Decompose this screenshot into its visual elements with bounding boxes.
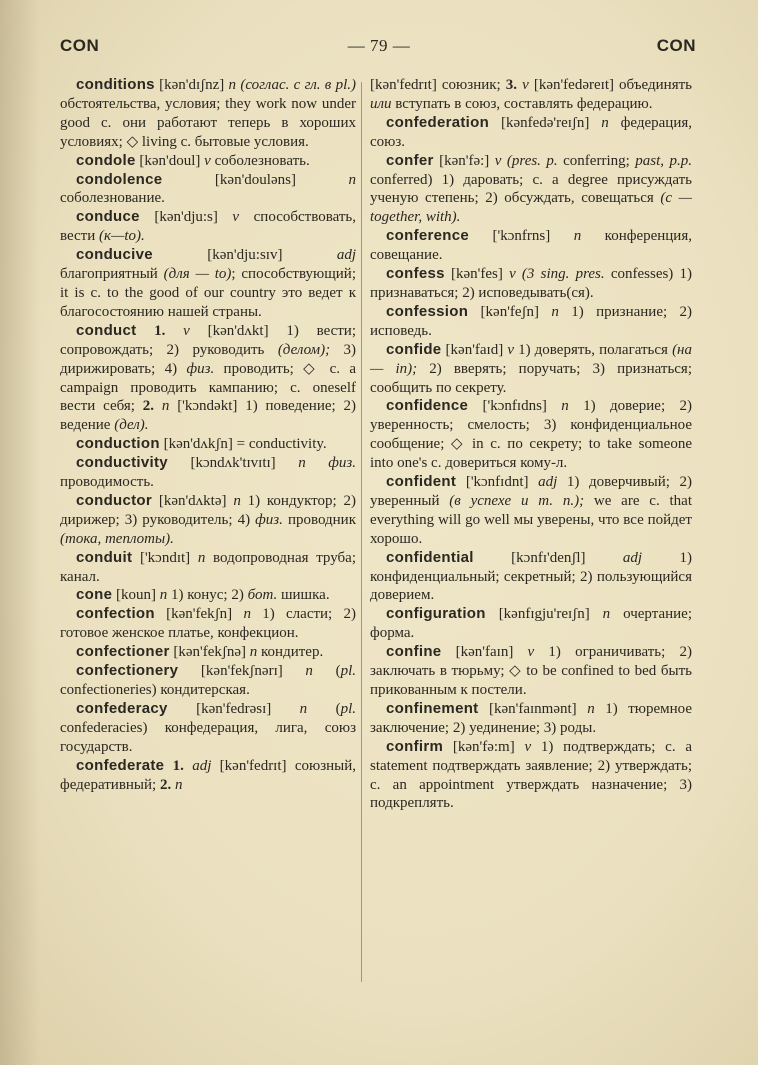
- dictionary-entry: [60, 435, 356, 454]
- definition-text: [kən'fedrəsɪ]: [167, 700, 300, 717]
- definition-text: способствовать, вести: [60, 209, 356, 245]
- headword: conditions: [76, 76, 155, 93]
- dictionary-entry: [60, 454, 356, 492]
- label-italic: n (соглас. с гл. в pl.): [228, 77, 356, 93]
- sense-number: 1.: [136, 322, 184, 339]
- dictionary-entry: [370, 265, 692, 303]
- definition-text: [kən'dju:sɪv]: [152, 247, 337, 264]
- definition-text: 1) конфиденциальный; секретный; 2) пользующийся доверием.: [370, 549, 692, 604]
- definition-text: соболезнование.: [60, 190, 165, 207]
- headword: condole: [76, 151, 136, 169]
- label-italic: v: [204, 152, 211, 169]
- label-italic: v (3 sing. pres.: [509, 266, 605, 283]
- headword: conduct: [76, 321, 137, 339]
- label-italic: adj: [538, 474, 558, 491]
- headword: confirm: [386, 737, 444, 755]
- headword: conducive: [76, 246, 153, 264]
- definition-text: благоприятный: [60, 266, 164, 283]
- headword: conductivity: [76, 454, 168, 472]
- label-italic: adj: [192, 757, 212, 774]
- definition-text: [kən'dɪʃnz]: [154, 77, 229, 93]
- dictionary-entry: [370, 549, 692, 606]
- definition-text: conferring;: [557, 152, 636, 169]
- dictionary-entry: [60, 586, 356, 605]
- dictionary-entry: [370, 473, 692, 549]
- definition-text: [kən'faɪn]: [441, 644, 528, 661]
- definition-text: 1) доверять, полагаться: [513, 341, 673, 358]
- headword: confection: [76, 605, 155, 623]
- dictionary-entry: [60, 700, 356, 757]
- definition-text: федерация, союз.: [370, 114, 692, 150]
- definition-text: шишка.: [277, 587, 330, 604]
- left-guide-word: CON: [60, 36, 100, 55]
- label-italic: n: [601, 114, 609, 131]
- definition-text: (: [312, 663, 341, 680]
- dictionary-entry: [60, 76, 356, 152]
- headword: confession: [386, 302, 469, 320]
- dictionary-entry: [60, 492, 356, 549]
- headword: confident: [386, 473, 457, 491]
- definition-text: вступать в союз, составлять федерацию.: [391, 95, 653, 112]
- definition-text: [kən'dju:s]: [139, 209, 233, 226]
- headword: conference: [386, 227, 470, 245]
- label-italic: v: [522, 77, 529, 93]
- definition-text: [kən'fekʃnə]: [169, 644, 250, 661]
- headword: confess: [386, 265, 445, 283]
- definition-text: ; способствующий; it is c. to the good of our country это ведет к благосостоянию нашей страны.: [60, 266, 357, 320]
- label-italic: или: [370, 95, 392, 112]
- label-italic: v: [527, 644, 535, 661]
- label-italic: pl.: [340, 663, 357, 680]
- definition-text: [koun]: [112, 587, 160, 604]
- headword: conduit: [76, 548, 133, 566]
- definition-text: ['kɔnfrns]: [469, 228, 574, 245]
- definition-text: [kən'dʌkʃn] = conductivity.: [159, 436, 327, 453]
- definition-text: 2) вверять; поручать; 3) признаться; сообщить по секрету.: [370, 360, 693, 396]
- headword: confine: [386, 643, 442, 661]
- label-italic: n: [299, 700, 308, 717]
- definition-text: 1) признание; 2) исповедь.: [370, 303, 693, 339]
- definition-text: 1) подтверждать; c. a statement подтверждать заявление; 2) утверждать; c. an appointment утверждать назначение; 3) подкреплять.: [370, 738, 692, 812]
- headword: confidential: [386, 548, 474, 566]
- definition-text: [kən'fedrɪt] союзник;: [370, 77, 506, 93]
- label-italic: физ.: [186, 360, 215, 377]
- dictionary-entry: [370, 152, 692, 228]
- dictionary-entry: [60, 549, 356, 587]
- label-italic: n: [243, 606, 251, 623]
- definition-text: ['kɔndɪt]: [132, 549, 198, 566]
- label-italic: n: [249, 644, 258, 661]
- label-italic: adj: [622, 549, 643, 566]
- label-italic: v: [183, 322, 190, 339]
- dictionary-entry: [60, 322, 356, 435]
- dictionary-entry: [60, 246, 356, 322]
- label-italic: n физ.: [298, 455, 356, 472]
- dictionary-entry: [60, 643, 356, 662]
- headword: confederate: [76, 756, 165, 774]
- left-column: [60, 76, 356, 794]
- label-italic: бот.: [247, 587, 278, 604]
- definition-text: [kənfedə'reɪʃn]: [489, 114, 602, 131]
- definition-text: [kənfɪgju'reɪʃn]: [485, 606, 603, 623]
- definition-text: очертание; форма.: [370, 606, 692, 642]
- definition-text: we are c. that everything will go well мы уверены, что все пойдет хорошо.: [370, 492, 692, 547]
- label-italic: v: [524, 738, 532, 755]
- sense-number: 2.: [159, 776, 175, 793]
- dictionary-entry-continuation: [370, 76, 692, 114]
- label-italic: n: [233, 492, 241, 509]
- label-italic: (к—to).: [99, 228, 145, 245]
- definition-text: 1) кондуктор; 2) дирижер; 3) руководитель; 4): [60, 492, 356, 528]
- definition-text: 3) дирижировать; 4): [60, 341, 356, 377]
- definition-text: [kən'fekʃnərɪ]: [178, 663, 306, 680]
- label-italic: (делом);: [277, 341, 331, 358]
- definition-text: 1) доверие; 2) уверенность; смелость; 3) конфиденциальное сообщение; ◇ in c. по секрету; to take someone into one's c. довериться кому-л.: [370, 398, 692, 472]
- label-italic: n: [551, 303, 559, 320]
- headword: conduce: [76, 208, 140, 226]
- definition-text: 1) конус; 2): [167, 587, 248, 604]
- definition-text: [kən'fə:]: [433, 152, 495, 169]
- right-guide-word: CON: [656, 36, 696, 55]
- dictionary-entry: [370, 114, 692, 152]
- definition-text: [kən'faɪd]: [441, 341, 508, 358]
- definition-text: confectioneries) кондитерская.: [60, 682, 250, 698]
- headword: conductor: [76, 491, 153, 509]
- definition-text: ['kɔnfɪdnt]: [456, 474, 539, 491]
- definition-text: [kən'fedrɪt] союзный, федеративный;: [60, 757, 356, 793]
- dictionary-entry: [60, 171, 356, 209]
- headword: confectioner: [76, 643, 170, 661]
- label-italic: (дел).: [114, 417, 149, 434]
- definition-text: ['kɔnfɪdns]: [468, 398, 562, 415]
- label-italic: (для — to): [163, 266, 232, 283]
- definition-text: кондитер.: [257, 644, 324, 661]
- sense-number: 2.: [142, 398, 162, 415]
- definition-text: [kən'dʌkt] 1) вести; сопровождать; 2) руководить: [60, 322, 357, 358]
- sense-number: 1.: [164, 757, 193, 774]
- dictionary-entry: [60, 152, 356, 171]
- label-italic: (на — in);: [370, 341, 692, 377]
- definition-text: (: [307, 700, 341, 717]
- definition-text: соболезновать.: [210, 152, 310, 169]
- headword: configuration: [386, 605, 486, 623]
- definition-text: 1) ограничивать; 2) заключать в тюрьму; ◇ to be confined to bed быть прикованным к постели.: [370, 644, 693, 698]
- label-italic: v (pres. p.: [494, 152, 558, 169]
- definition-text: проводимость.: [60, 474, 154, 491]
- label-italic: n: [197, 549, 206, 566]
- dictionary-entry: [370, 397, 692, 473]
- label-italic: n: [602, 606, 611, 623]
- label-italic: n: [573, 228, 582, 245]
- dictionary-entry: [370, 341, 692, 398]
- definition-text: [kən'dʌktə]: [152, 492, 234, 509]
- dictionary-entry: [60, 208, 356, 246]
- label-italic: adj: [336, 247, 356, 264]
- headword: confidence: [386, 397, 469, 415]
- headword: confinement: [386, 699, 479, 717]
- definition-text: [kən'fes]: [444, 266, 510, 283]
- label-italic: (тока, теплоты).: [60, 530, 174, 547]
- definition-text: ['kɔndəkt] 1) поведение; 2) ведение: [60, 398, 357, 434]
- dictionary-entry: [370, 303, 692, 341]
- headword: confederacy: [76, 699, 168, 717]
- label-italic: (в успехе и т. п.);: [449, 492, 585, 509]
- right-column: [370, 76, 692, 813]
- definition-text: [kɔnfɪ'denʃl]: [473, 549, 623, 566]
- definition-text: обстоятельства, условия; they work now under good c. они работают теперь в хороших условиях; ◇ living c. бытовые условия.: [60, 95, 356, 150]
- dictionary-entry: [60, 662, 356, 700]
- definition-text: confesses) 1) признаваться; 2) исповедывать(ся).: [370, 266, 693, 301]
- label-italic: n: [587, 700, 595, 717]
- dictionary-entry: [370, 227, 692, 265]
- headword: conduction: [76, 435, 160, 453]
- definition-text: [kən'fə:m]: [443, 738, 525, 755]
- dictionary-entry: [370, 643, 692, 700]
- definition-text: 1) сласти; 2) готовое женское платье, конфекцион.: [60, 606, 357, 642]
- label-italic: n: [348, 171, 356, 188]
- label-italic: v: [232, 209, 240, 226]
- definition-text: водопроводная труба; канал.: [60, 549, 356, 585]
- headword: confide: [386, 340, 442, 358]
- definition-text: [kən'feʃn]: [468, 303, 552, 320]
- definition-text: [kən'faɪnmənt]: [478, 700, 588, 717]
- headword: condolence: [76, 170, 163, 188]
- label-italic: n: [174, 776, 183, 793]
- definition-text: 1) доверчивый; 2) уверенный: [370, 474, 693, 509]
- dictionary-entry: [370, 605, 692, 643]
- definition-text: confederacies) конфедерация, лига, союз государств.: [60, 719, 356, 755]
- definition-text: проводник: [282, 511, 356, 528]
- label-italic: n: [305, 663, 313, 680]
- definition-text: [kən'fekʃn]: [154, 606, 244, 623]
- label-italic: (с — together, with).: [370, 190, 692, 226]
- definition-text: проводить; ◇ c. a campaign проводить кампанию; c. oneself вести себя;: [60, 360, 356, 415]
- dictionary-entry: [60, 757, 356, 795]
- label-italic: pl.: [340, 700, 356, 717]
- label-italic: v: [507, 341, 514, 358]
- headword: cone: [76, 586, 113, 604]
- page-number: — 79 —: [347, 36, 411, 55]
- column-divider: [361, 82, 362, 982]
- dictionary-entry: [60, 605, 356, 643]
- label-italic: n: [159, 587, 168, 604]
- label-italic: физ.: [255, 511, 283, 528]
- definition-text: [kən'douləns]: [162, 171, 349, 188]
- definition-text: 1) тюремное заключение; 2) уединение; 3) роды.: [370, 700, 692, 736]
- definition-text: [kɔndʌk'tɪvɪtɪ]: [167, 455, 299, 472]
- label-italic: past, p.p.: [635, 152, 692, 169]
- headword: confederation: [386, 113, 490, 131]
- page-shadow: [0, 0, 40, 1065]
- definition-text: конференция, совещание.: [370, 228, 692, 264]
- definition-text: conferred) 1) даровать; c. a degree присуждать ученую степень; 2) обсуждать, совещаться: [370, 171, 692, 207]
- definition-text: [kən'doul]: [135, 152, 205, 169]
- label-italic: n: [561, 398, 569, 415]
- headword: confectionery: [76, 662, 179, 680]
- sense-number: 3.: [505, 77, 523, 93]
- label-italic: n: [161, 398, 170, 415]
- dictionary-entry: [370, 700, 692, 738]
- headword: confer: [386, 151, 434, 169]
- dictionary-entry: [370, 738, 692, 814]
- definition-text: [kən'fedəreɪt] объединять: [528, 77, 693, 93]
